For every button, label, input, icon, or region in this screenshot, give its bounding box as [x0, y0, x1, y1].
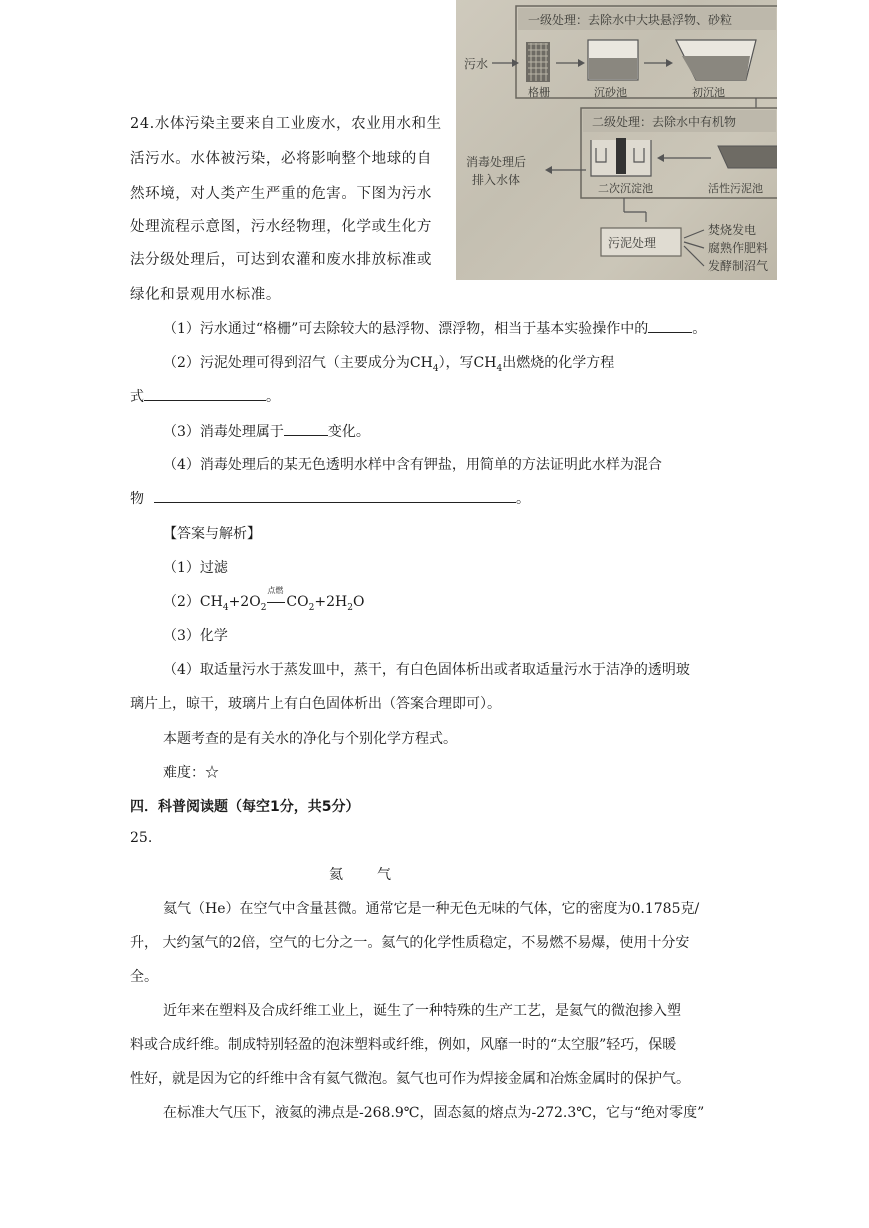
- eq-sub-4: 2: [347, 602, 353, 613]
- q24-intro-line-5: 法分级处理后，可达到农灌和废水排放标准或: [130, 252, 432, 268]
- eq-sub-1: 4: [222, 602, 229, 613]
- q2-end: 。: [266, 389, 280, 405]
- q2-answer-blank[interactable]: [144, 386, 266, 401]
- answer-2-equation: [163, 586, 365, 613]
- p3-line-1: 在标准大气压下，液氦的沸点是-268.9℃，固态氦的熔点为-272.3℃，它与“绝对零度”: [163, 1105, 705, 1121]
- q3-answer-blank[interactable]: [284, 421, 328, 436]
- diagram-primary-tank-label: 初沉池: [692, 86, 725, 99]
- diagram-output-3: 发酵制沼气: [708, 259, 769, 273]
- diagram-sewage-label: 污水: [464, 57, 489, 71]
- grille-icon: [526, 42, 550, 82]
- q24-question-1: [163, 318, 706, 338]
- article-title: 氦 气: [329, 867, 393, 883]
- diagram-secondary-tank-label: 二次沉淀池: [598, 182, 653, 195]
- eq-part-4: +2H: [314, 594, 348, 610]
- q25-number: 25.: [130, 830, 153, 846]
- eq-part-2: +2O: [228, 594, 261, 610]
- sewage-treatment-diagram: [456, 0, 777, 280]
- secondary-tank-icon: [591, 138, 651, 176]
- diagram-activated-sludge-label: 活性污泥池: [708, 182, 763, 195]
- eq-condition: 点燃: [267, 586, 284, 595]
- q24-question-4: （4）消毒处理后的某无色透明水样中含有钾盐，用简单的方法证明此水样为混合: [163, 457, 662, 473]
- answer-4-line-1: （4）取适量污水于蒸发皿中，蒸干，有白色固体析出或者取适量污水于洁净的透明玻: [163, 662, 690, 678]
- q1-answer-blank[interactable]: [648, 318, 692, 333]
- diagram-output-1: 焚烧发电: [708, 223, 757, 237]
- q2-text-a: （2）污泥处理可得到沼气（主要成分为CH: [163, 355, 433, 371]
- answer-3: （3）化学: [163, 628, 228, 644]
- p1-line-3: 全。: [130, 969, 158, 985]
- q2-text-c: 出燃烧的化学方程: [502, 355, 615, 371]
- difficulty: 难度：☆: [163, 765, 219, 781]
- diagram-sludge-label: 污泥处理: [608, 236, 657, 250]
- eq-part-1: （2）CH: [163, 594, 223, 610]
- primary-tank-icon: [676, 40, 756, 80]
- sand-tank-icon: [588, 40, 638, 80]
- p2-line-1: 近年来在塑料及合成纤维工业上，诞生了一种特殊的生产工艺，是氦气的微泡掺入塑: [163, 1003, 681, 1019]
- q4-text-b: 物: [130, 491, 144, 507]
- q4-answer-blank[interactable]: [154, 488, 516, 503]
- q24-intro-line-2: 活污水。水体被污染，必将影响整个地球的自: [130, 151, 432, 167]
- section-4-header: 四．科普阅读题（每空1分，共5分）: [130, 799, 360, 815]
- p1-line-1: 氦气（He）在空气中含量甚微。通常它是一种无色无味的气体，它的密度为0.1785克/: [163, 901, 700, 917]
- activated-sludge-tank-icon: [718, 146, 777, 168]
- p2-line-3: 性好，就是因为它的纤维中含有氦气微泡。氦气也可作为焊接金属和冶炼金属时的保护气。: [130, 1071, 690, 1087]
- diagram-disinfect-label-1: 消毒处理后: [466, 155, 527, 169]
- q2-text-d: 式: [130, 389, 144, 405]
- q24-question-3: [163, 421, 370, 441]
- diagram-stage1-label: 一级处理：去除水中大块悬浮物、砂粒: [528, 13, 733, 27]
- q3-text-b: 变化。: [327, 424, 370, 440]
- diagram-output-2: 腐熟作肥料: [708, 241, 769, 255]
- q24-question-2-cont: [130, 386, 280, 406]
- analysis-note: 本题考查的是有关水的净化与个别化学方程式。: [163, 731, 457, 747]
- q24-question-4-cont: [130, 488, 530, 508]
- q1-text: （1）污水通过“格栅”可去除较大的悬浮物、漂浮物，相当于基本实验操作中的: [163, 321, 649, 337]
- diagram-sand-tank-label: 沉砂池: [594, 86, 627, 99]
- p2-line-2: 料或合成纤维。制成特别轻盈的泡沫塑料或纤维，例如，风靡一时的“太空服”轻巧，保暖: [130, 1037, 677, 1053]
- q24-question-2: [163, 352, 614, 374]
- answer-header: 【答案与解析】: [163, 526, 261, 542]
- q1-end: 。: [692, 321, 707, 337]
- eq-arrow: [266, 586, 286, 610]
- diagram-grille-label: 格栅: [528, 86, 550, 99]
- answer-4-line-2: 璃片上，晾干，玻璃片上有白色固体析出（答案合理即可）。: [130, 696, 501, 712]
- diagram-stage2-label: 二级处理：去除水中有机物: [592, 115, 737, 129]
- eq-part-5: O: [352, 594, 365, 610]
- eq-sub-2: 2: [260, 602, 267, 613]
- q24-intro-line-6: 绿化和景观用水标准。: [130, 287, 281, 303]
- q24-intro-line-3: 然环境，对人类产生严重的危害。下图为污水: [130, 186, 432, 202]
- diagram-disinfect-label-2: 排入水体: [472, 173, 521, 187]
- eq-part-3: CO: [286, 594, 309, 610]
- diagram-svg: [456, 0, 777, 280]
- q4-end: 。: [516, 491, 530, 507]
- q2-sub-a: 4: [432, 363, 439, 374]
- q2-sub-b: 4: [496, 363, 503, 374]
- answer-1: （1）过滤: [163, 560, 228, 576]
- eq-sub-3: 2: [308, 602, 315, 613]
- q2-text-b: ），写CH: [438, 355, 497, 371]
- q24-intro-line-4: 处理流程示意图，污水经物理，化学或生化方: [130, 219, 432, 235]
- q24-intro-line-1: 24.水体污染主要来自工业废水，农业用水和生: [130, 116, 442, 132]
- p1-line-2: 升， 大约氢气的2倍，空气的七分之一。氦气的化学性质稳定，不易燃不易爆，使用十分安: [130, 935, 690, 951]
- q3-text-a: （3）消毒处理属于: [163, 424, 284, 440]
